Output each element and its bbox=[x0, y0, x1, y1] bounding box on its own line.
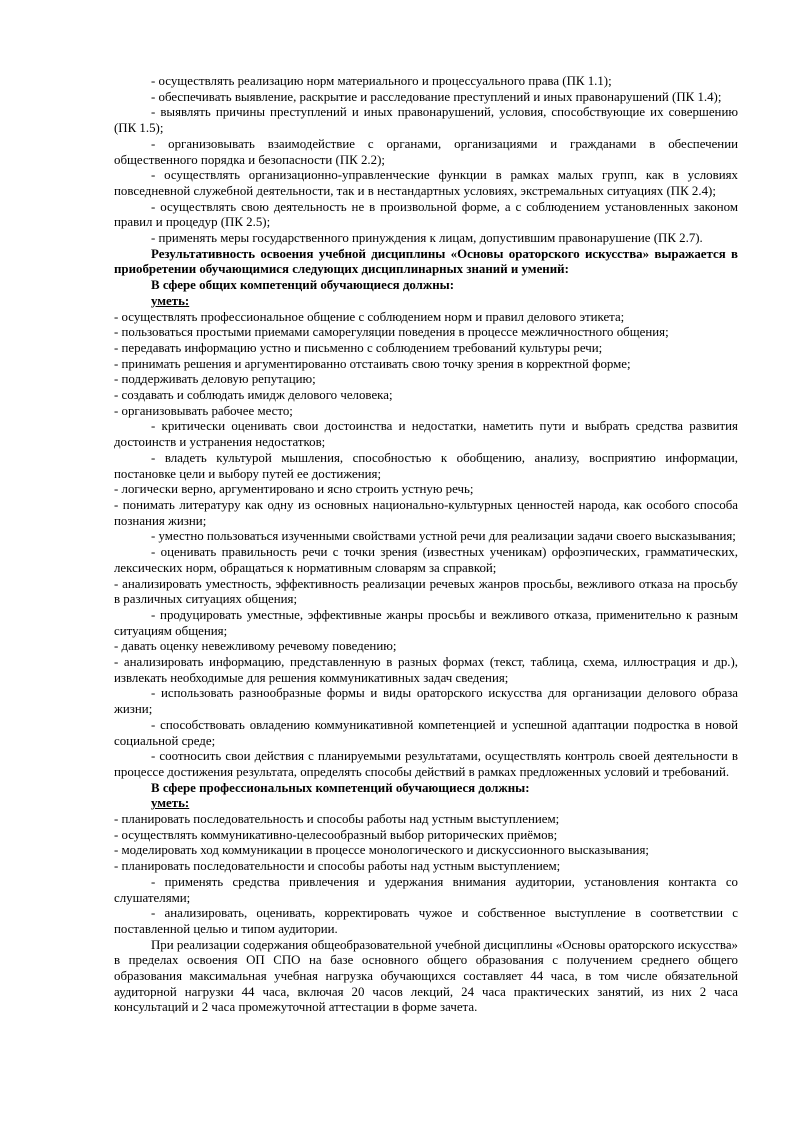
professional-umet-label: уметь: bbox=[151, 796, 190, 811]
results-heading: Результативность освоения учебной дисциплины «Основы ораторского искусства» выражается в приобретении обучающимися следующих дисциплинарных знаний и умений: bbox=[114, 246, 738, 277]
document-page bbox=[114, 74, 738, 1016]
general-item: - организовывать рабочее место; bbox=[114, 403, 293, 418]
general-item: - принимать решения и аргументированно отстаивать свою точку зрения в корректной форме; bbox=[114, 356, 631, 371]
professional-item: - моделировать ход коммуникации в процессе монологического и дискуссионного высказывания; bbox=[114, 843, 649, 858]
general-item: - соотносить свои действия с планируемыми результатами, осуществлять контроль своей деятельности в процессе достижения результата, определять способы действий в рамках предложенных условий и требований. bbox=[114, 749, 738, 779]
general-item: - уместно пользоваться изученными свойствами устной речи для реализации задачи своего высказывания; bbox=[151, 529, 736, 544]
intro-item: - обеспечивать выявление, раскрытие и расследование преступлений и иных правонарушений (ПК 1.4); bbox=[151, 89, 722, 104]
general-item: - способствовать овладению коммуникативной компетенцией и успешной адаптации подростка в новой социальной среде; bbox=[114, 717, 738, 748]
professional-item: - применять средства привлечения и удержания внимания аудитории, установления контакта со слушателями; bbox=[114, 874, 738, 905]
closing-paragraph: При реализации содержания общеобразовательной учебной дисциплины «Основы ораторского искусства» в пределах освоения ОП СПО на базе основного общего образования с получением среднего общего образования максимальная учебная нагрузка обучающихся составляет 44 часа, в том числе обязательной аудиторной нагрузки 44 часа, включая 20 часов лекций, 24 часа практических занятий, из них 2 часа консультаций и 2 часа промежуточной аттестации в форме зачета. bbox=[114, 937, 738, 1015]
general-item: - поддерживать деловую репутацию; bbox=[114, 372, 316, 387]
general-item: - продуцировать уместные, эффективные жанры просьбы и вежливого отказа, применительно к разным ситуациям общения; bbox=[114, 607, 738, 638]
general-competencies-heading: В сфере общих компетенций обучающиеся должны: bbox=[151, 278, 455, 293]
professional-item: - осуществлять коммуникативно-целесообразный выбор риторических приёмов; bbox=[114, 827, 558, 842]
general-umet-label: уметь: bbox=[151, 293, 190, 308]
intro-item: - организовывать взаимодействие с органами, организациями и гражданами в обеспечении общественного порядка и безопасности (ПК 2.2); bbox=[114, 136, 738, 167]
intro-item: - применять меры государственного принуждения к лицам, допустившим правонарушение (ПК 2.7). bbox=[151, 231, 703, 246]
general-item: - создавать и соблюдать имидж делового человека; bbox=[114, 388, 393, 403]
general-item: - осуществлять профессиональное общение с соблюдением норм и правил делового этикета; bbox=[114, 309, 625, 324]
general-item: - анализировать уместность, эффективность реализации речевых жанров просьбы, вежливого отказа на просьбу в различных ситуациях общения; bbox=[114, 576, 738, 607]
intro-item: - выявлять причины преступлений и иных правонарушений, условия, способствующие их совершению (ПК 1.5); bbox=[114, 105, 738, 136]
general-item: - анализировать информацию, представленную в разных формах (текст, таблица, схема, иллюстрация и др.), извлекать необходимые для решения коммуникативных задач сведения; bbox=[114, 655, 738, 685]
general-item: - логически верно, аргументировано и ясно строить устную речь; bbox=[114, 482, 474, 497]
professional-item: - планировать последовательность и способы работы над устным выступлением; bbox=[114, 812, 560, 827]
general-item: - владеть культурой мышления, способностью к обобщению, анализу, восприятию информации, постановке цели и выбору путей ее достижения; bbox=[114, 450, 738, 481]
general-item: - оценивать правильность речи с точки зрения (известных ученикам) орфоэпических, грамматических, лексических норм, обращаться к нормативным словарям за справкой; bbox=[114, 545, 738, 575]
intro-item: - осуществлять реализацию норм материального и процессуального права (ПК 1.1); bbox=[151, 74, 612, 88]
intro-item: - осуществлять свою деятельность не в произвольной форме, а с соблюдением установленных законом правил и процедур (ПК 2.5); bbox=[114, 199, 738, 230]
general-item: - давать оценку невежливому речевому поведению; bbox=[114, 639, 397, 654]
general-item: - пользоваться простыми приемами саморегуляции поведения в процессе межличностного общения; bbox=[114, 325, 669, 340]
professional-item: - анализировать, оценивать, корректировать чужое и собственное выступление в соответствии с поставленной целью и типом аудитории. bbox=[114, 906, 738, 936]
general-item: - передавать информацию устно и письменно с соблюдением требований культуры речи; bbox=[114, 340, 603, 355]
general-item: - использовать разнообразные формы и виды ораторского искусства для организации делового образа жизни; bbox=[114, 686, 738, 717]
intro-item: - осуществлять организационно-управленческие функции в рамках малых групп, как в условиях повседневной служебной деятельности, так и в нестандартных условиях, экстремальных ситуациях (ПК 2.4); bbox=[114, 168, 738, 198]
general-item: - критически оценивать свои достоинства и недостатки, наметить пути и выбрать средства развития достоинств и устранения недостатков; bbox=[114, 419, 738, 450]
professional-competencies-heading: В сфере профессиональных компетенций обучающиеся должны: bbox=[151, 780, 530, 795]
general-item: - понимать литературу как одну из основных национально-культурных ценностей народа, как особого способа познания жизни; bbox=[114, 497, 738, 528]
professional-item: - планировать последовательности и способы работы над устным выступлением; bbox=[114, 859, 561, 874]
